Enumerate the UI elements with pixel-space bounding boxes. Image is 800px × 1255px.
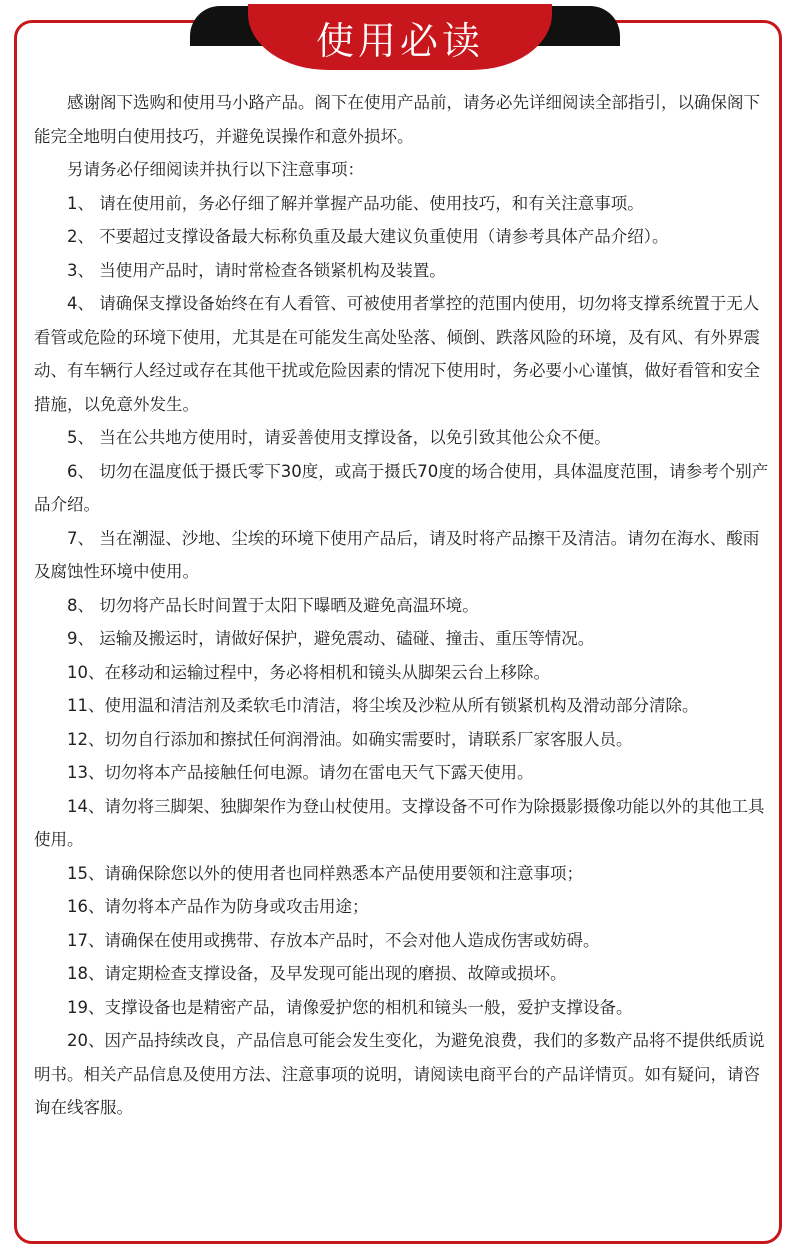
notice-item: 4、 请确保支撑设备始终在有人看管、可被使用者掌控的范围内使用，切勿将支撑系统置于无人看管或危险的环境下使用，尤其是在可能发生高处坠落、倾倒、跌落风险的环境，及有风、有外界震动、有车辆行人经过或存在其他干扰或危险因素的情况下使用时，务必要小心谨慎，做好看管和安全措施，以免意外发生。 [34,294,760,414]
page-title: 使用必读 [315,18,484,63]
notice-item: 16、请勿将本产品作为防身或攻击用途； [67,897,369,916]
notice-item: 14、请勿将三脚架、独脚架作为登山杖使用。支撑设备不可作为除摄影摄像功能以外的其他工具使用。 [34,796,765,849]
notice-item: 2、 不要超过支撑设备最大标称负重及最大建议负重使用（请参考具体产品介绍）。 [67,227,669,246]
notice-item: 5、 当在公共地方使用时，请妥善使用支撑设备，以免引致其他公众不便。 [67,428,611,447]
notice-item: 8、 切勿将产品长时间置于太阳下曝晒及避免高温环境。 [67,595,479,615]
notice-item: 11、使用温和清洁剂及柔软毛巾清洁，将尘埃及沙粒从所有锁紧机构及滑动部分清除。 [67,696,699,715]
notice-item: 15、请确保除您以外的使用者也同样熟悉本产品使用要领和注意事项； [67,863,583,883]
notice-item: 9、 运输及搬运时，请做好保护，避免震动、磕碰、撞击、重压等情况。 [67,629,595,648]
title-badge [248,4,552,70]
notice-item: 1、 请在使用前，务必仔细了解并掌握产品功能、使用技巧，和有关注意事项。 [67,193,644,213]
notice-content [34,86,772,1125]
notice-item: 12、切勿自行添加和擦拭任何润滑油。如确实需要时，请联系厂家客服人员。 [67,729,633,749]
intro-paragraph: 感谢阁下选购和使用马小路产品。阁下在使用产品前，请务必先详细阅读全部指引，以确保阁下能完全地明白使用技巧，并避免误操作和意外损坏。 [34,93,760,146]
notice-item: 7、 当在潮湿、沙地、尘埃的环境下使用产品后，请及时将产品擦干及清洁。请勿在海水、酸雨及腐蚀性环境中使用。 [34,528,760,581]
notice-list [34,187,772,1125]
notice-item: 17、请确保在使用或携带、存放本产品时，不会对他人造成伤害或妨碍。 [67,930,600,950]
notice-item: 3、 当使用产品时，请时常检查各锁紧机构及装置。 [67,260,446,280]
notice-item: 18、请定期检查支撑设备，及早发现可能出现的磨损、故障或损坏。 [67,964,567,983]
instruction-paragraph: 另请务必仔细阅读并执行以下注意事项： [67,160,364,179]
notice-item: 6、 切勿在温度低于摄氏零下30度，或高于摄氏70度的场合使用，具体温度范围，请参考个别产品介绍。 [34,461,769,514]
notice-item: 10、在移动和运输过程中，务必将相机和镜头从脚架云台上移除。 [67,662,550,682]
notice-item: 19、支撑设备也是精密产品，请像爱护您的相机和镜头一般，爱护支撑设备。 [67,997,633,1017]
notice-item: 20、因产品持续改良，产品信息可能会发生变化，为避免浪费，我们的多数产品将不提供纸质说明书。相关产品信息及使用方法、注意事项的说明，请阅读电商平台的产品详情页。如有疑问，请咨询在线客服。 [34,1031,765,1117]
notice-item: 13、切勿将本产品接触任何电源。请勿在雷电天气下露天使用。 [67,763,534,782]
